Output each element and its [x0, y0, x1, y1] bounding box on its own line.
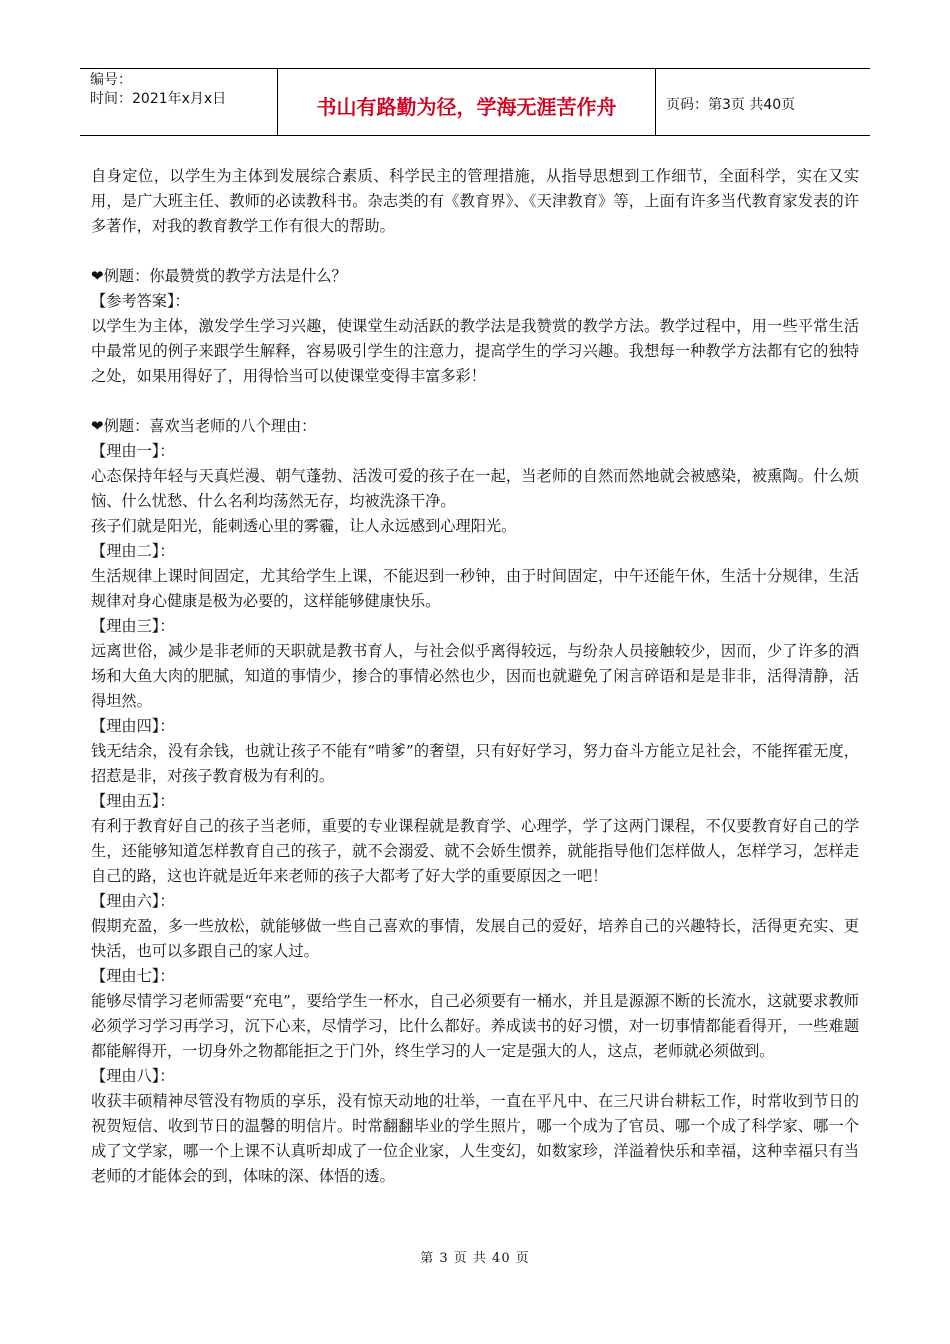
header-motto: 书山有路勤为径，学海无涯苦作舟: [316, 94, 617, 119]
header-meta: [80, 69, 278, 135]
reason-4-paragraph: 钱无结余，没有余钱，也就让孩子不能有“啃爹”的奢望，只有好好学习，努力奋斗方能立足社会，不能挥霍无度，招惹是非，对孩子教育极为有利的。: [91, 742, 859, 785]
spacer: [91, 389, 859, 414]
intro-paragraph: 自身定位，以学生为主体到发展综合素质、科学民主的管理措施，从指导思想到工作细节，全面科学，实在又实用，是广大班主任、教师的必读教科书。杂志类的有《教育界》、《天津教育》等，上面有许多当代教育家发表的许多著作，对我的教育教学工作有很大的帮助。: [91, 167, 859, 235]
reason-7-label: 【理由七】：: [91, 967, 175, 985]
question-1: ❤例题：你最赞赏的教学方法是什么？: [91, 267, 347, 285]
reason-1-paragraph-2: 孩子们就是阳光，能刺透心里的雾霾，让人永远感到心理阳光。: [91, 517, 517, 535]
page-footer: 第 3 页 共 40 页: [420, 1251, 530, 1266]
reason-1-label: 【理由一】：: [91, 442, 175, 460]
header-page-cell: [656, 69, 870, 135]
reason-3-label: 【理由三】：: [91, 617, 175, 635]
reason-2-label: 【理由二】：: [91, 542, 175, 560]
reason-3-paragraph: 远离世俗，减少是非老师的天职就是教书育人，与社会似乎离得较远，与纷杂人员接触较少，因而，少了许多的酒场和大鱼大肉的肥腻，知道的事情少，掺合的事情必然也少，因而也就避免了闲言碎语和是是非非，活得清静，活得坦然。: [91, 642, 859, 710]
reason-1-paragraph: 心态保持年轻与天真烂漫、朝气蓬勃、活泼可爱的孩子在一起，当老师的自然而然地就会被感染，被熏陶。什么烦恼、什么忧愁、什么名利均荡然无存，均被洗涤干净。: [91, 467, 859, 510]
reason-8-label: 【理由八】：: [91, 1067, 175, 1085]
spacer: [91, 239, 859, 264]
header-time: 时间：2021年x月x日: [90, 91, 227, 107]
document-body: [91, 164, 859, 1189]
reason-6-label: 【理由六】：: [91, 892, 175, 910]
reason-7-paragraph: 能够尽情学习老师需要“充电”，要给学生一杯水，自己必须要有一桶水，并且是源源不断的长流水，这就要求教师必须学习学习再学习，沉下心来，尽情学习，比什么都好。养成读书的好习惯，对一切事情都能看得开，一些难题都能解得开，一切身外之物都能拒之于门外，终生学习的人一定是强大的人，这点，老师就必须做到。: [91, 992, 859, 1060]
header-page-number: 页码：第3页 共40页: [666, 97, 796, 113]
reason-4-label: 【理由四】：: [91, 717, 175, 735]
header-motto-cell: [278, 69, 656, 135]
answer-label: 【参考答案】：: [91, 292, 190, 310]
reason-2-paragraph: 生活规律上课时间固定，尤其给学生上课，不能迟到一秒钟，由于时间固定，中午还能午休，生活十分规律，生活规律对身心健康是极为必要的，这样能够健康快乐。: [91, 567, 859, 610]
reason-5-label: 【理由五】：: [91, 792, 175, 810]
reason-5-paragraph: 有利于教育好自己的孩子当老师，重要的专业课程就是教育学、心理学，学了这两门课程，不仅要教育好自己的学生，还能够知道怎样教育自己的孩子，就不会溺爱、就不会娇生惯养，就能指导他们怎样做人，怎样学习，怎样走自己的路，这也许就是近年来老师的孩子大都考了好大学的重要原因之一吧！: [91, 817, 859, 885]
question-2: ❤例题：喜欢当老师的八个理由：: [91, 417, 317, 435]
header-number: 编号：: [90, 72, 132, 88]
page-header: [80, 68, 870, 136]
reason-6-paragraph: 假期充盈，多一些放松，就能够做一些自己喜欢的事情，发展自己的爱好，培养自己的兴趣特长，活得更充实、更快活，也可以多跟自己的家人过。: [91, 917, 859, 960]
reason-8-paragraph: 收获丰硕精神尽管没有物质的享乐，没有惊天动地的壮举，一直在平凡中、在三尺讲台耕耘工作，时常收到节日的祝贺短信、收到节日的温馨的明信片。时常翻翻毕业的学生照片，哪一个成为了官员、哪一个成了科学家、哪一个成了文学家，哪一个上课不认真听却成了一位企业家，人生变幻，如数家珍，洋溢着快乐和幸福，这种幸福只有当老师的才能体会的到，体味的深、体悟的透。: [91, 1092, 859, 1185]
answer-paragraph: 以学生为主体，激发学生学习兴趣，使课堂生动活跃的教学法是我赞赏的教学方法。教学过程中，用一些平常生活中最常见的例子来跟学生解释，容易吸引学生的注意力，提高学生的学习兴趣。我想每一种教学方法都有它的独特之处，如果用得好了，用得恰当可以使课堂变得丰富多彩！: [91, 317, 859, 385]
